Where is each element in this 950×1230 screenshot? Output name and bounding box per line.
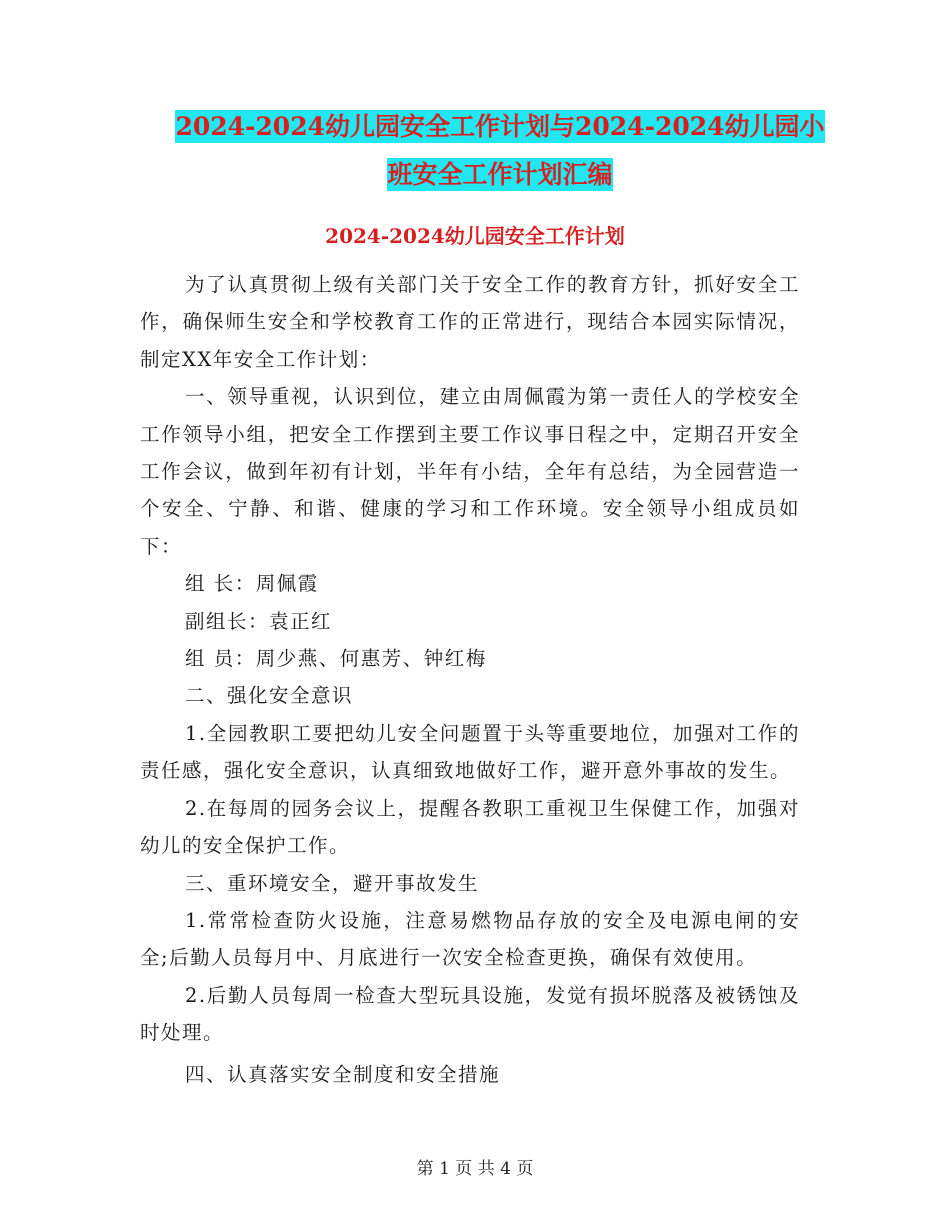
page-footer: 第 1 页 共 4 页	[416, 1159, 534, 1179]
document-title-line-2	[140, 160, 860, 190]
paragraph: 二、强化安全意识	[185, 684, 354, 708]
paragraph: 三、重环境安全，避开事故发生	[185, 871, 480, 895]
section-heading: 2024-2024幼儿园安全工作计划	[325, 224, 625, 248]
paragraph: 四、认真落实安全制度和安全措施	[185, 1062, 501, 1086]
paragraph: 2.后勤人员每周一检查大型玩具设施，发觉有损坏脱落及被锈蚀及时处理。	[140, 983, 800, 1045]
document-title-line-1	[140, 112, 860, 142]
paragraph: 一、领导重视，认识到位，建立由周佩霞为第一责任人的学校安全工作领导小组，把安全工作摆到主要工作议事日程之中，定期召开安全工作会议，做到年初有计划，半年有小结，全年有总结，为全园营造一个安全、宁静、和谐、健康的学习和工作环境。安全领导小组成员如下：	[140, 385, 800, 558]
paragraph: 组 员：周少燕、何惠芳、钟红梅	[185, 647, 487, 671]
paragraph: 2.在每周的园务会议上，提醒各教职工重视卫生保健工作，加强对幼儿的安全保护工作。	[140, 796, 800, 858]
paragraph: 组 长：周佩霞	[185, 572, 319, 596]
paragraph: 为了认真贯彻上级有关部门关于安全工作的教育方针，抓好安全工作，确保师生安全和学校教育工作的正常进行，现结合本园实际情况，制定XX年安全工作计划：	[140, 273, 800, 371]
title-highlight: 2024-2024幼儿园安全工作计划与2024-2024幼儿园小	[175, 112, 825, 141]
title-highlight: 班安全工作计划汇编	[387, 160, 613, 189]
document-body	[140, 266, 800, 1093]
paragraph: 副组长：袁正红	[185, 609, 333, 633]
paragraph: 1.全园教职工要把幼儿安全问题置于头等重要地位，加强对工作的责任感，强化安全意识，认真细致地做好工作，避开意外事故的发生。	[140, 721, 800, 783]
paragraph: 1.常常检查防火设施，注意易燃物品存放的安全及电源电闸的安全;后勤人员每月中、月底进行一次安全检查更换，确保有效使用。	[140, 908, 800, 970]
